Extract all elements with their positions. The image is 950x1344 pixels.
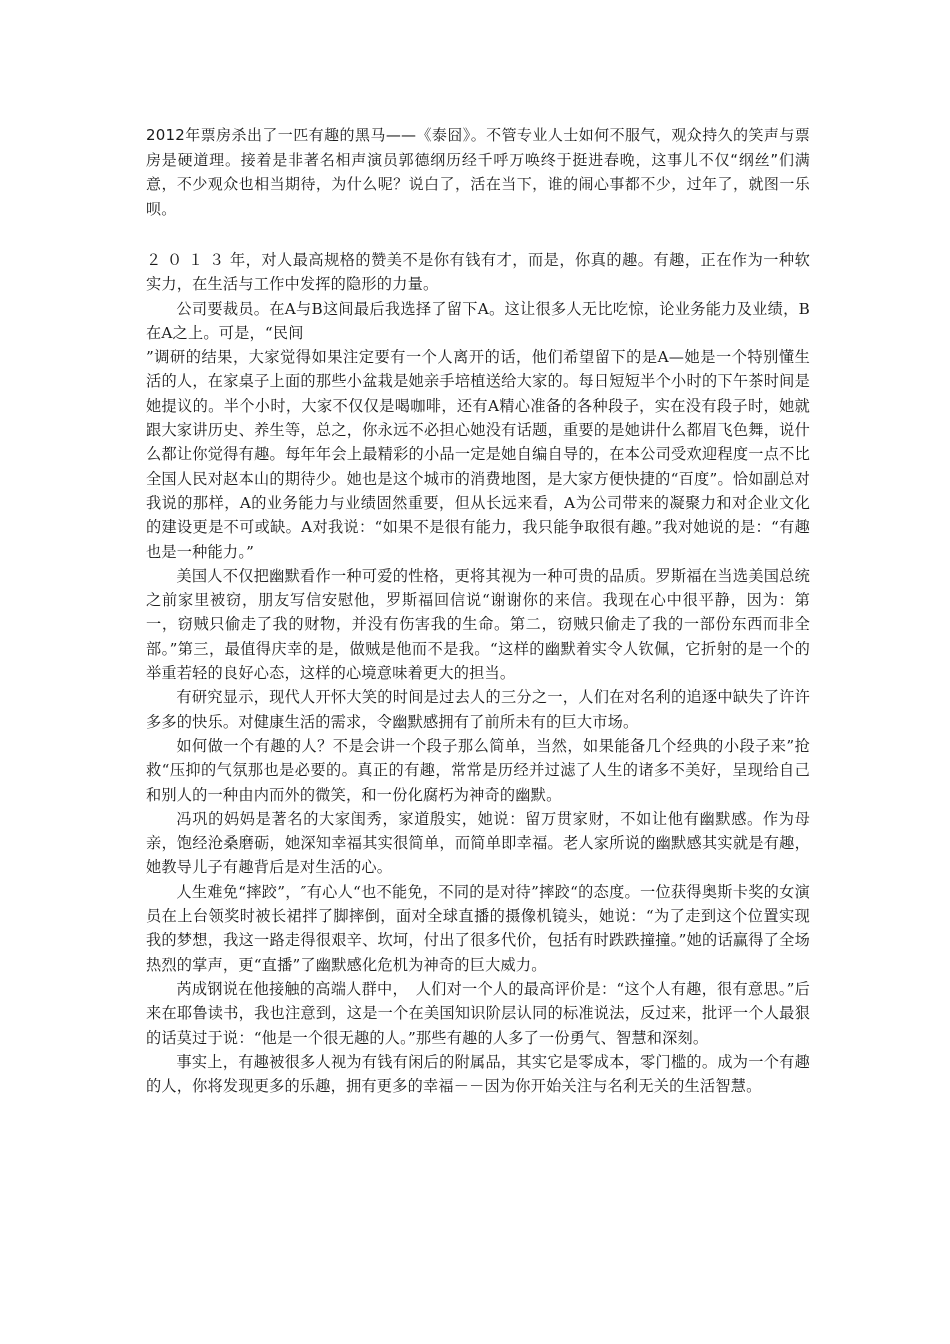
paragraph-layoff-start: 公司要裁员。在A与B这间最后我选择了留下A。这让很多人无比吃惊，论业务能力及业绩，B在A之上。可是，“民间 (146, 299, 810, 342)
intro-paragraph: 2012年票房杀出了一匹有趣的黑马——《泰囧》。不管专业人士如何不服气，观众持久的笑声与票房是硬道理。接着是非著名相声演员郭德纲历经千呼万唤终于挺进春晚，这事儿不仅“纲丝”们满意，不少观众也相当期待，为什么呢？说白了，活在当下，谁的闹心事都不少，过年了，就图一乐呗。 (146, 126, 810, 218)
paragraph-roosevelt: 美国人不仅把幽默看作一种可爱的性格，更将其视为一种可贵的品质。罗斯福在当选美国总统之前家里被窃，朋友写信安慰他，罗斯福回信说“谢谢你的来信。我现在心中很平静，因为：第一，窃贼只偷走了我的财物，并没有伤害我的生命。第二，窃贼只偷走了我的一部份东西而非全部。”第三，最值得庆幸的是，做贼是他而不是我。“这样的幽默着实令人钦佩，它折射的是一个的举重若轻的良好心态，这样的心境意味着更大的担当。 (146, 566, 810, 683)
opening-paragraph (146, 248, 810, 297)
opening-year: ２０１３ (146, 251, 230, 269)
opening-text: 年，对人最高规格的赞美不是你有钱有才，而是，你真的趣。有趣，正在作为一种软实力，在生活与工作中发挥的隐形的力量。 (146, 251, 811, 294)
paragraph-rui-chenggang: 芮成钢说在他接触的高端人群中， 人们对一个人的最高评价是：“这个人有趣，很有意思。”后来在耶鲁读书，我也注意到，这是一个在美国知识阶层认同的标准说法，反过来，批评一个人最狠的话莫过于说：“他是一个很无趣的人。”那些有趣的人多了一份勇气、智慧和深刻。 (146, 979, 810, 1047)
paragraph-feng-gong: 冯巩的妈妈是著名的大家闺秀，家道殷实，她说：留万贯家财，不如让他有幽默感。作为母亲，饱经沧桑磨砺，她深知幸福其实很简单，而简单即幸福。老人家所说的幽默感其实就是有趣，她教导儿子有趣背后是对生活的心。 (146, 809, 810, 877)
article-body (146, 248, 810, 1098)
paragraph-how-to: 如何做一个有趣的人？不是会讲一个段子那么简单，当然，如果能备几个经典的小段子来”抢救“压抑的气氛那也是必要的。真正的有趣，常常是历经并过滤了人生的诸多不美好，呈现给自己和别人的一种由内而外的微笑，和一份化腐朽为神奇的幽默。 (146, 736, 810, 804)
paragraph-layoff-continued: ”调研的结果，大家觉得如果注定要有一个人离开的话，他们希望留下的是A—她是一个特别懂生活的人，在家桌子上面的那些小盆栽是她亲手培植送给大家的。每日短短半个小时的下午茶时间是她提议的。半个小时，大家不仅仅是喝咖啡，还有A精心准备的各种段子，实在没有段子时，她就跟大家讲历史、养生等，总之，你永远不必担心她没有话题，重要的是她讲什么都眉飞色舞，说什么都让你觉得有趣。每年年会上最精彩的小品一定是她自编自导的，在本公司受欢迎程度一点不比全国人民对赵本山的期待少。她也是这个城市的消费地图，是大家方便快捷的“百度”。恰如副总对我说的那样，A的业务能力与业绩固然重要，但从长远来看，A为公司带来的凝聚力和对企业文化的建设更是不可或缺。A对我说：“如果不是很有能力，我只能争取很有趣。”我对她说的是：“有趣也是一种能力。” (146, 348, 810, 561)
paragraph-research: 有研究显示，现代人开怀大笑的时间是过去人的三分之一，人们在对名利的追逐中缺失了许许多多的快乐。对健康生活的需求，令幽默感拥有了前所未有的巨大市场。 (146, 688, 810, 731)
paragraph-conclusion: 事实上，有趣被很多人视为有钱有闲后的附属品，其实它是零成本，零门槛的。成为一个有趣的人，你将发现更多的乐趣，拥有更多的幸福－－因为你开始关注与名利无关的生活智慧。 (146, 1052, 810, 1096)
intro-section (146, 123, 810, 221)
paragraph-oscar: 人生难免“摔跤”，″有心人“也不能免，不同的是对待”摔跤“的态度。一位获得奥斯卡奖的女演员在上台领奖时被长裙拌了脚摔倒，面对全球直播的摄像机镜头，她说：“为了走到这个位置实现我的梦想，我这一路走得很艰辛、坎坷，付出了很多代价，包括有时跌跌撞撞。”她的话赢得了全场热烈的掌声，更“直播”了幽默感化危机为神奇的巨大威力。 (146, 882, 810, 974)
